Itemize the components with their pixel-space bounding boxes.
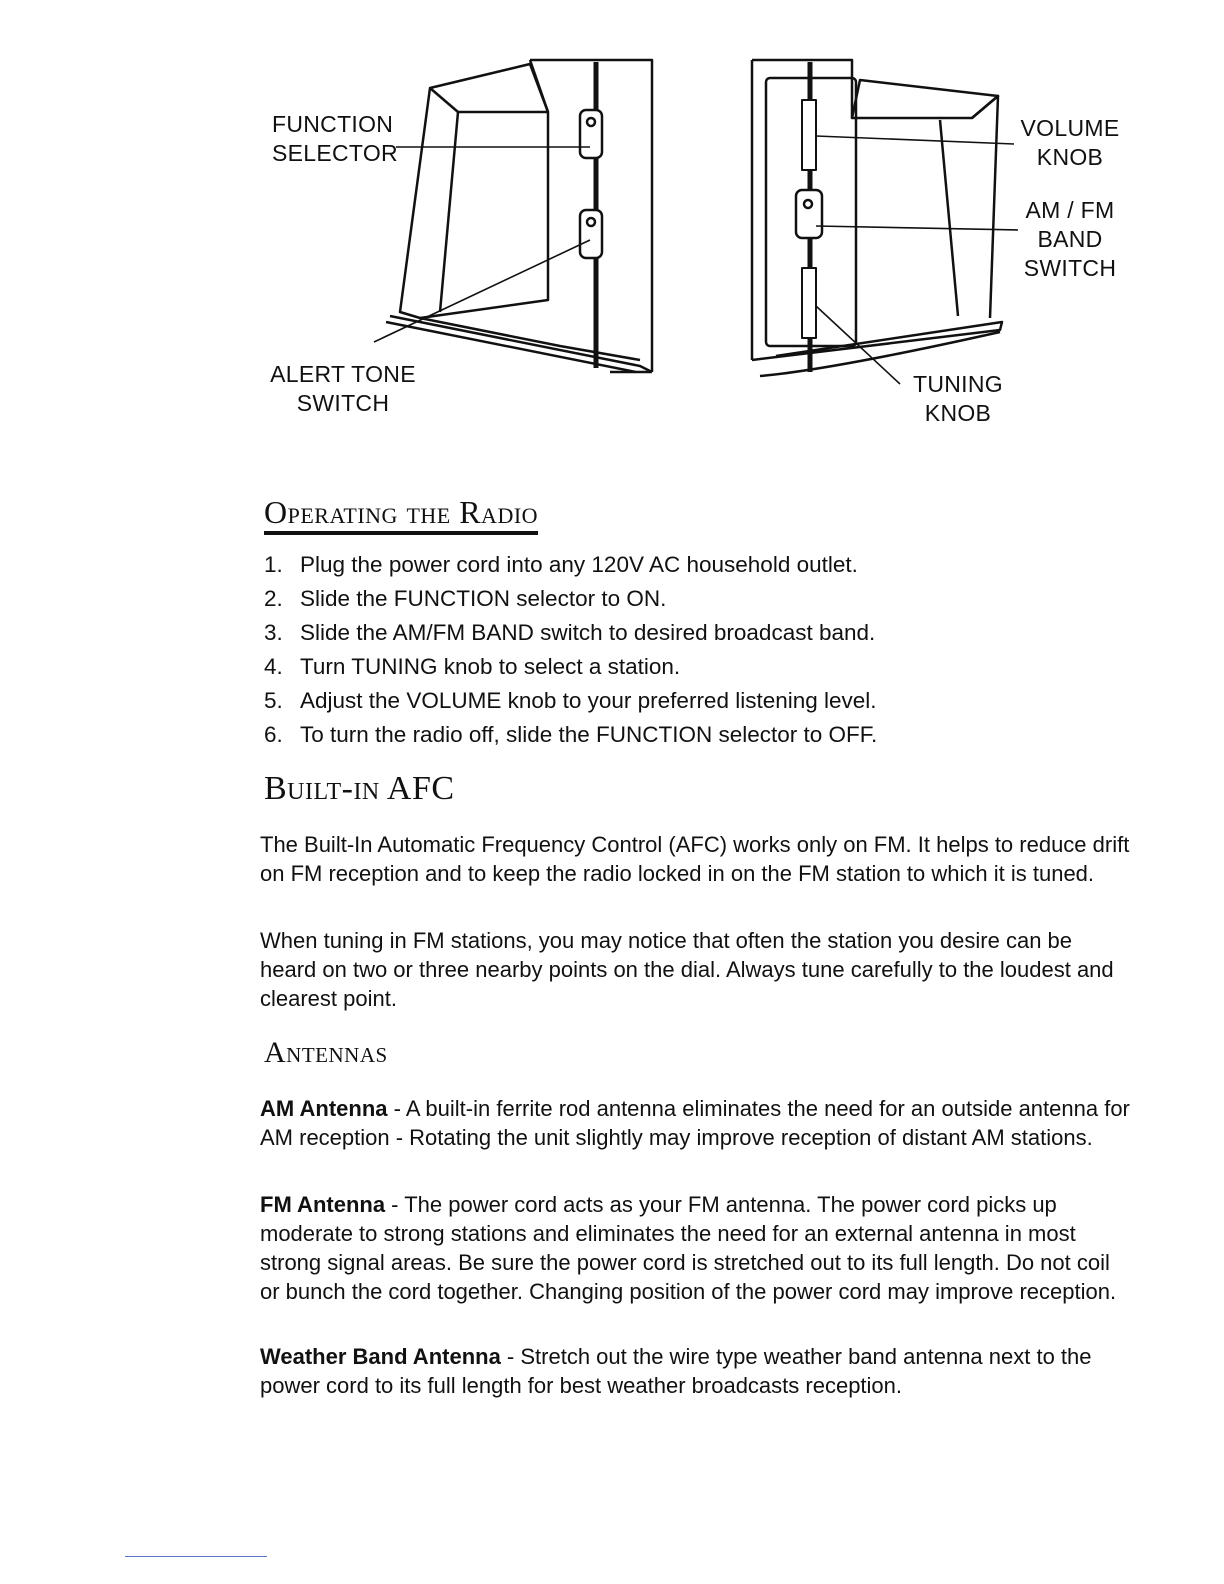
label-volume-knob xyxy=(1014,114,1126,172)
step-number: 6. xyxy=(264,722,283,747)
list-item xyxy=(264,548,984,582)
step-number: 1. xyxy=(264,552,283,577)
label-tuning-knob xyxy=(902,370,1014,428)
afc-heading: Built-in AFC xyxy=(264,770,455,807)
list-item xyxy=(264,650,984,684)
step-text: Slide the FUNCTION selector to ON. xyxy=(300,586,667,611)
volume-knob-text: VOLUME KNOB xyxy=(1020,115,1120,170)
step-text: Adjust the VOLUME knob to your preferred listening level. xyxy=(300,688,877,713)
step-number: 5. xyxy=(264,688,283,713)
step-text: Plug the power cord into any 120V AC household outlet. xyxy=(300,552,858,577)
fm-antenna-paragraph xyxy=(260,1190,1130,1306)
step-number: 2. xyxy=(264,586,283,611)
band-switch-text: AM / FM BAND SWITCH xyxy=(1023,197,1117,281)
fm-antenna-text: - The power cord acts as your FM antenna. The power cord picks up moderate to strong stations and eliminates the need for an external antenna in most strong signal areas. Be sure the power cord is stretched out to its full length. Do not coil or bunch the cord together. Changing position of the power cord may improve reception. xyxy=(260,1192,1117,1304)
step-number: 4. xyxy=(264,654,283,679)
list-item xyxy=(264,616,984,650)
operating-heading: Operating the Radio xyxy=(264,494,538,535)
antennas-heading: Antennas xyxy=(264,1036,388,1069)
am-antenna-text: - A built-in ferrite rod antenna eliminates the need for an outside antenna for AM reception - Rotating the unit slightly may improve reception of distant AM stations. xyxy=(260,1096,1130,1150)
weather-antenna-text: - Stretch out the wire type weather band antenna next to the power cord to its full length for best weather broadcasts reception. xyxy=(260,1344,1092,1398)
list-item xyxy=(264,718,984,752)
footer-rule xyxy=(125,1556,267,1557)
fm-antenna-label: FM Antenna xyxy=(260,1192,386,1217)
step-number: 3. xyxy=(264,620,283,645)
weather-antenna-label: Weather Band Antenna xyxy=(260,1344,501,1369)
function-selector-text: FUNCTION SELECTOR xyxy=(272,111,398,166)
list-item xyxy=(264,684,984,718)
afc-paragraph-2: When tuning in FM stations, you may notice that often the station you desire can be heard on two or three nearby points on the dial. Always tune carefully to the loudest and clearest point. xyxy=(260,928,1114,1011)
am-antenna-label: AM Antenna xyxy=(260,1096,388,1121)
weather-antenna-paragraph xyxy=(260,1342,1130,1400)
radio-diagram xyxy=(0,0,1224,450)
afc-paragraph-1: The Built-In Automatic Frequency Control (AFC) works only on FM. It helps to reduce drift on FM reception and to keep the radio locked in on the FM station to which it is tuned. xyxy=(260,832,1130,886)
label-alert-tone-switch xyxy=(268,360,418,418)
step-text: To turn the radio off, slide the FUNCTION selector to OFF. xyxy=(300,722,878,747)
step-text: Slide the AM/FM BAND switch to desired broadcast band. xyxy=(300,620,876,645)
operating-steps xyxy=(264,548,984,752)
tuning-knob-text: TUNING KNOB xyxy=(913,371,1003,426)
list-item xyxy=(264,582,984,616)
label-function-selector xyxy=(272,110,398,168)
step-text: Turn TUNING knob to select a station. xyxy=(300,654,681,679)
label-band-switch xyxy=(1014,196,1126,283)
alert-tone-switch-text: ALERT TONE SWITCH xyxy=(270,361,416,416)
am-antenna-paragraph xyxy=(260,1094,1130,1152)
